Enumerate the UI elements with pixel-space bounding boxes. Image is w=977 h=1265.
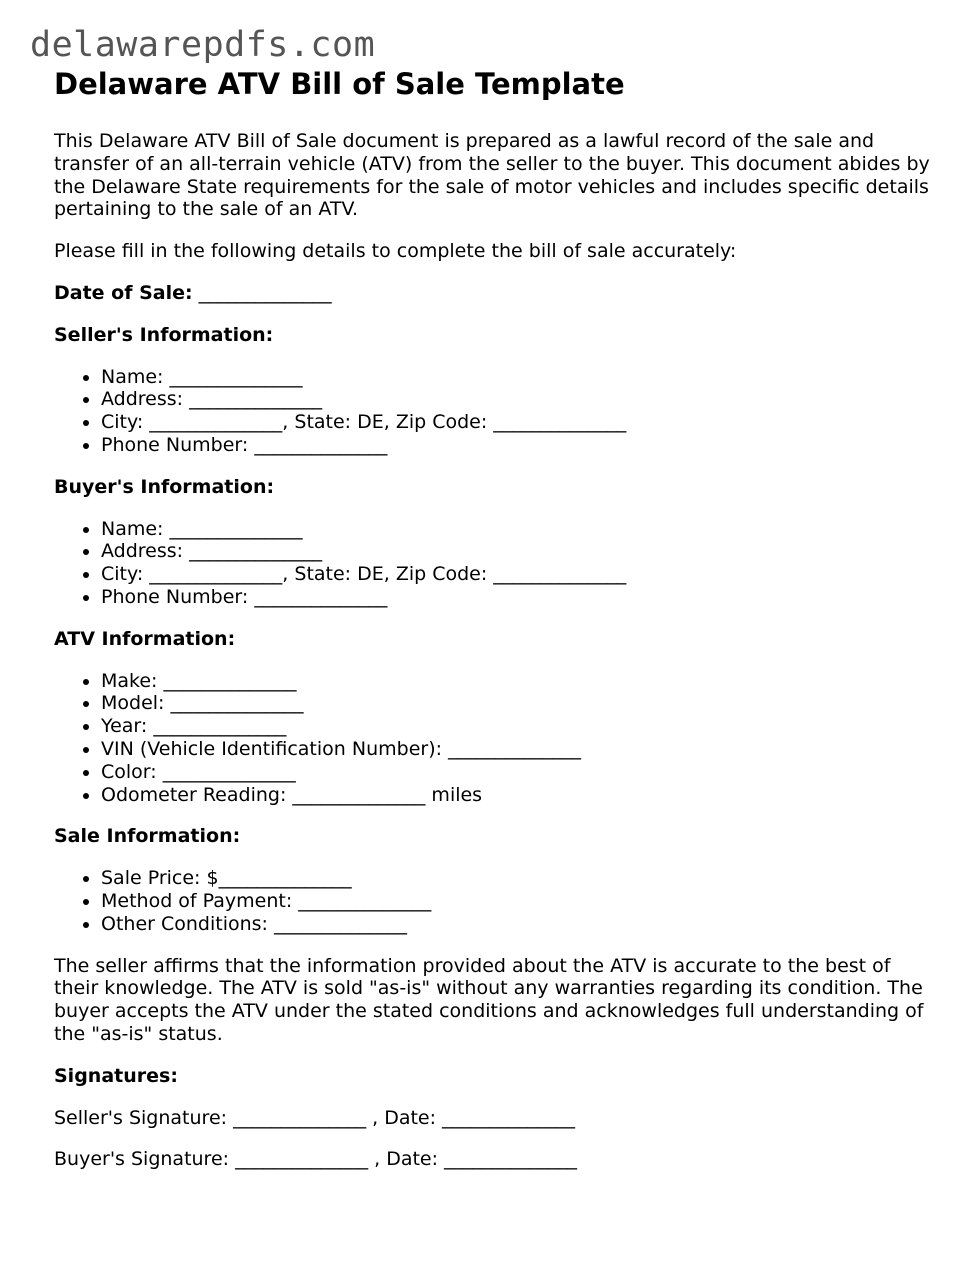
- atv-heading: ATV Information:: [54, 627, 236, 650]
- seller-city-state-zip-field[interactable]: • City: ______________, State: DE, Zip Code: ______________: [101, 411, 934, 434]
- buyer-phone-field[interactable]: • Phone Number: ______________: [101, 586, 934, 609]
- other-conditions-field[interactable]: • Other Conditions: ______________: [101, 913, 934, 936]
- payment-method-field[interactable]: • Method of Payment: ______________: [101, 890, 934, 913]
- atv-model-field[interactable]: • Model: ______________: [101, 692, 934, 715]
- instruction-paragraph: Please fill in the following details to complete the bill of sale accurately:: [54, 240, 737, 263]
- seller-list: [54, 366, 934, 457]
- date-of-sale-line: [54, 282, 934, 305]
- affirmation-paragraph: The seller affirms that the information provided about the ATV is accurate to the best of their knowledge. The ATV is sold "as-is" without any warranties regarding its condition. The buyer accepts the ATV under the stated conditions and acknowledges full understanding of the "as-is" status.: [54, 954, 924, 1045]
- buyer-list: [54, 518, 934, 609]
- document-title: Delaware ATV Bill of Sale Template: [54, 67, 625, 101]
- date-of-sale-blank[interactable]: ______________: [198, 281, 332, 304]
- sale-price-field[interactable]: • Sale Price: $______________: [101, 867, 934, 890]
- date-of-sale-label: Date of Sale:: [54, 281, 193, 304]
- seller-heading: Seller's Information:: [54, 323, 274, 346]
- seller-name-field[interactable]: • Name: ______________: [101, 366, 934, 389]
- intro-paragraph: This Delaware ATV Bill of Sale document is prepared as a lawful record of the sale and transfer of an all-terrain vehicle (ATV) from the seller to the buyer. This document abides by the Delaware State requirements for the sale of motor vehicles and includes specific details pertaining to the sale of an ATV.: [54, 130, 930, 221]
- seller-signature-line[interactable]: Seller's Signature: ______________ , Date: ______________: [54, 1106, 576, 1129]
- document-body: [54, 66, 934, 1190]
- buyer-heading: Buyer's Information:: [54, 475, 275, 498]
- seller-phone-field[interactable]: • Phone Number: ______________: [101, 434, 934, 457]
- atv-list: [54, 670, 934, 807]
- seller-address-field[interactable]: • Address: ______________: [101, 388, 934, 411]
- buyer-signature-line[interactable]: Buyer's Signature: ______________ , Date: ______________: [54, 1148, 578, 1171]
- buyer-city-state-zip-field[interactable]: • City: ______________, State: DE, Zip Code: ______________: [101, 563, 934, 586]
- atv-color-field[interactable]: • Color: ______________: [101, 761, 934, 784]
- atv-year-field[interactable]: • Year: ______________: [101, 715, 934, 738]
- atv-odometer-field[interactable]: • Odometer Reading: ______________ miles: [101, 784, 934, 807]
- sale-heading: Sale Information:: [54, 825, 241, 848]
- sale-list: [54, 867, 934, 935]
- buyer-name-field[interactable]: • Name: ______________: [101, 518, 934, 541]
- buyer-address-field[interactable]: • Address: ______________: [101, 540, 934, 563]
- site-watermark: delawarepdfs.com: [30, 25, 376, 65]
- atv-vin-field[interactable]: • VIN (Vehicle Identification Number): ______________: [101, 738, 934, 761]
- signatures-heading: Signatures:: [54, 1064, 178, 1087]
- atv-make-field[interactable]: • Make: ______________: [101, 670, 934, 693]
